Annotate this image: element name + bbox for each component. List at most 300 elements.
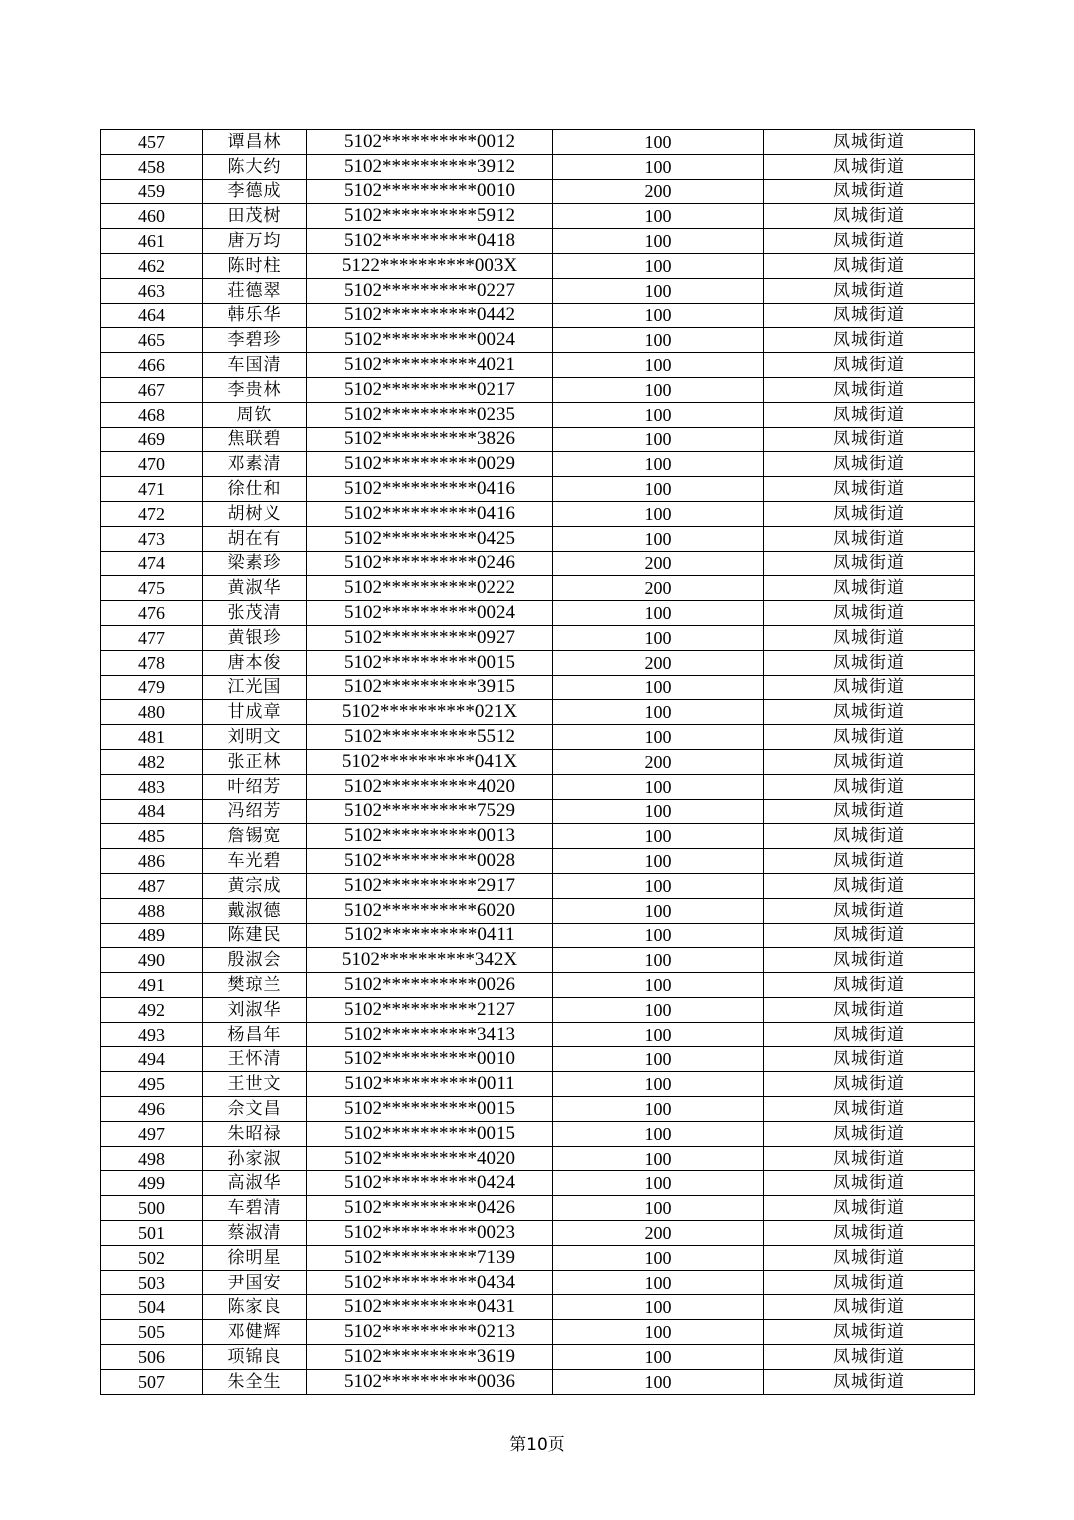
street-cell: 凤城街道 <box>764 948 975 973</box>
amount-cell: 100 <box>553 725 764 750</box>
name-cell: 杨昌年 <box>203 1022 307 1047</box>
id-number-cell: 5102**********3912 <box>307 154 553 179</box>
street-cell: 凤城街道 <box>764 898 975 923</box>
name-cell: 唐本俊 <box>203 650 307 675</box>
table-row <box>101 625 975 650</box>
row-number-cell: 477 <box>101 625 203 650</box>
name-cell: 张茂清 <box>203 601 307 626</box>
name-cell: 刘淑华 <box>203 997 307 1022</box>
street-cell: 凤城街道 <box>764 229 975 254</box>
row-number-cell: 485 <box>101 824 203 849</box>
amount-cell: 100 <box>553 973 764 998</box>
street-cell: 凤城街道 <box>764 130 975 155</box>
id-number-cell: 5102**********5512 <box>307 725 553 750</box>
table-row <box>101 725 975 750</box>
name-cell: 叶绍芳 <box>203 774 307 799</box>
row-number-cell: 459 <box>101 179 203 204</box>
name-cell: 张正林 <box>203 749 307 774</box>
street-cell: 凤城街道 <box>764 328 975 353</box>
id-number-cell: 5102**********0010 <box>307 1047 553 1072</box>
row-number-cell: 492 <box>101 997 203 1022</box>
amount-cell: 100 <box>553 601 764 626</box>
name-cell: 徐明星 <box>203 1245 307 1270</box>
id-number-cell: 5102**********7529 <box>307 799 553 824</box>
name-cell: 梁素珍 <box>203 551 307 576</box>
id-number-cell: 5102**********0015 <box>307 650 553 675</box>
amount-cell: 100 <box>553 427 764 452</box>
amount-cell: 100 <box>553 353 764 378</box>
table-row <box>101 1146 975 1171</box>
name-cell: 项锦良 <box>203 1345 307 1370</box>
street-cell: 凤城街道 <box>764 725 975 750</box>
id-number-cell: 5102**********0024 <box>307 601 553 626</box>
row-number-cell: 466 <box>101 353 203 378</box>
id-number-cell: 5102**********0227 <box>307 278 553 303</box>
row-number-cell: 483 <box>101 774 203 799</box>
table-row <box>101 278 975 303</box>
id-number-cell: 5102**********0235 <box>307 402 553 427</box>
table-row <box>101 303 975 328</box>
amount-cell: 100 <box>553 675 764 700</box>
table-row <box>101 1221 975 1246</box>
row-number-cell: 473 <box>101 526 203 551</box>
table-row <box>101 898 975 923</box>
street-cell: 凤城街道 <box>764 1320 975 1345</box>
table-row <box>101 427 975 452</box>
name-cell: 胡在有 <box>203 526 307 551</box>
row-number-cell: 498 <box>101 1146 203 1171</box>
street-cell: 凤城街道 <box>764 1196 975 1221</box>
id-number-cell: 5102**********0246 <box>307 551 553 576</box>
id-number-cell: 5102**********2917 <box>307 873 553 898</box>
amount-cell: 100 <box>553 1295 764 1320</box>
row-number-cell: 503 <box>101 1270 203 1295</box>
row-number-cell: 500 <box>101 1196 203 1221</box>
name-cell: 韩乐华 <box>203 303 307 328</box>
street-cell: 凤城街道 <box>764 799 975 824</box>
table-row <box>101 873 975 898</box>
amount-cell: 100 <box>553 1146 764 1171</box>
name-cell: 陈家良 <box>203 1295 307 1320</box>
name-cell: 冯绍芳 <box>203 799 307 824</box>
table-row <box>101 576 975 601</box>
table-row <box>101 477 975 502</box>
id-number-cell: 5102**********0028 <box>307 849 553 874</box>
amount-cell: 100 <box>553 948 764 973</box>
row-number-cell: 465 <box>101 328 203 353</box>
name-cell: 车光碧 <box>203 849 307 874</box>
amount-cell: 100 <box>553 849 764 874</box>
row-number-cell: 502 <box>101 1245 203 1270</box>
amount-cell: 100 <box>553 625 764 650</box>
amount-cell: 100 <box>553 253 764 278</box>
id-number-cell: 5102**********0431 <box>307 1295 553 1320</box>
amount-cell: 100 <box>553 130 764 155</box>
amount-cell: 200 <box>553 650 764 675</box>
row-number-cell: 488 <box>101 898 203 923</box>
name-cell: 孙家淑 <box>203 1146 307 1171</box>
name-cell: 车碧清 <box>203 1196 307 1221</box>
row-number-cell: 495 <box>101 1072 203 1097</box>
amount-cell: 100 <box>553 229 764 254</box>
street-cell: 凤城街道 <box>764 1022 975 1047</box>
amount-cell: 100 <box>553 1022 764 1047</box>
row-number-cell: 480 <box>101 700 203 725</box>
street-cell: 凤城街道 <box>764 179 975 204</box>
table-row <box>101 650 975 675</box>
street-cell: 凤城街道 <box>764 923 975 948</box>
id-number-cell: 5102**********0012 <box>307 130 553 155</box>
amount-cell: 100 <box>553 799 764 824</box>
id-number-cell: 5102**********3915 <box>307 675 553 700</box>
table-row <box>101 204 975 229</box>
street-cell: 凤城街道 <box>764 1146 975 1171</box>
row-number-cell: 497 <box>101 1121 203 1146</box>
street-cell: 凤城街道 <box>764 526 975 551</box>
table-row <box>101 948 975 973</box>
table-row <box>101 130 975 155</box>
id-number-cell: 5102**********0029 <box>307 452 553 477</box>
id-number-cell: 5102**********3413 <box>307 1022 553 1047</box>
row-number-cell: 479 <box>101 675 203 700</box>
table-row <box>101 1121 975 1146</box>
street-cell: 凤城街道 <box>764 625 975 650</box>
table-row <box>101 1295 975 1320</box>
row-number-cell: 484 <box>101 799 203 824</box>
table-row <box>101 1022 975 1047</box>
name-cell: 江光国 <box>203 675 307 700</box>
amount-cell: 100 <box>553 997 764 1022</box>
name-cell: 樊琼兰 <box>203 973 307 998</box>
street-cell: 凤城街道 <box>764 1369 975 1394</box>
id-number-cell: 5102**********0024 <box>307 328 553 353</box>
name-cell: 尹国安 <box>203 1270 307 1295</box>
id-number-cell: 5102**********021X <box>307 700 553 725</box>
row-number-cell: 491 <box>101 973 203 998</box>
table-row <box>101 749 975 774</box>
id-number-cell: 5102**********0425 <box>307 526 553 551</box>
row-number-cell: 458 <box>101 154 203 179</box>
street-cell: 凤城街道 <box>764 204 975 229</box>
street-cell: 凤城街道 <box>764 402 975 427</box>
street-cell: 凤城街道 <box>764 774 975 799</box>
name-cell: 谭昌林 <box>203 130 307 155</box>
id-number-cell: 5122**********003X <box>307 253 553 278</box>
id-number-cell: 5102**********4020 <box>307 1146 553 1171</box>
name-cell: 王世文 <box>203 1072 307 1097</box>
street-cell: 凤城街道 <box>764 1245 975 1270</box>
street-cell: 凤城街道 <box>764 278 975 303</box>
name-cell: 田茂树 <box>203 204 307 229</box>
name-cell: 王怀清 <box>203 1047 307 1072</box>
street-cell: 凤城街道 <box>764 997 975 1022</box>
street-cell: 凤城街道 <box>764 377 975 402</box>
name-cell: 荘德翠 <box>203 278 307 303</box>
row-number-cell: 463 <box>101 278 203 303</box>
name-cell: 邓健辉 <box>203 1320 307 1345</box>
street-cell: 凤城街道 <box>764 501 975 526</box>
street-cell: 凤城街道 <box>764 452 975 477</box>
table-row <box>101 824 975 849</box>
row-number-cell: 487 <box>101 873 203 898</box>
row-number-cell: 505 <box>101 1320 203 1345</box>
row-number-cell: 493 <box>101 1022 203 1047</box>
table-row <box>101 1196 975 1221</box>
amount-cell: 100 <box>553 1072 764 1097</box>
amount-cell: 100 <box>553 898 764 923</box>
street-cell: 凤城街道 <box>764 1171 975 1196</box>
name-cell: 陈建民 <box>203 923 307 948</box>
amount-cell: 100 <box>553 1047 764 1072</box>
id-number-cell: 5102**********0026 <box>307 973 553 998</box>
name-cell: 殷淑会 <box>203 948 307 973</box>
amount-cell: 100 <box>553 1369 764 1394</box>
amount-cell: 100 <box>553 1121 764 1146</box>
table-row <box>101 501 975 526</box>
street-cell: 凤城街道 <box>764 1221 975 1246</box>
id-number-cell: 5102**********3826 <box>307 427 553 452</box>
table-row <box>101 675 975 700</box>
table-row <box>101 551 975 576</box>
table-row <box>101 1097 975 1122</box>
street-cell: 凤城街道 <box>764 303 975 328</box>
row-number-cell: 478 <box>101 650 203 675</box>
amount-cell: 200 <box>553 179 764 204</box>
amount-cell: 100 <box>553 1097 764 1122</box>
row-number-cell: 457 <box>101 130 203 155</box>
id-number-cell: 5102**********0013 <box>307 824 553 849</box>
row-number-cell: 486 <box>101 849 203 874</box>
table-row <box>101 923 975 948</box>
id-number-cell: 5102**********0213 <box>307 1320 553 1345</box>
record-table-body <box>101 130 975 1395</box>
id-number-cell: 5102**********0217 <box>307 377 553 402</box>
id-number-cell: 5102**********0434 <box>307 1270 553 1295</box>
table-row <box>101 229 975 254</box>
row-number-cell: 462 <box>101 253 203 278</box>
id-number-cell: 5102**********041X <box>307 749 553 774</box>
street-cell: 凤城街道 <box>764 477 975 502</box>
id-number-cell: 5102**********0416 <box>307 501 553 526</box>
name-cell: 唐万均 <box>203 229 307 254</box>
street-cell: 凤城街道 <box>764 675 975 700</box>
id-number-cell: 5102**********7139 <box>307 1245 553 1270</box>
name-cell: 戴淑德 <box>203 898 307 923</box>
street-cell: 凤城街道 <box>764 849 975 874</box>
amount-cell: 100 <box>553 328 764 353</box>
id-number-cell: 5102**********0222 <box>307 576 553 601</box>
street-cell: 凤城街道 <box>764 1047 975 1072</box>
name-cell: 焦联碧 <box>203 427 307 452</box>
id-number-cell: 5102**********6020 <box>307 898 553 923</box>
id-number-cell: 5102**********0927 <box>307 625 553 650</box>
table-row <box>101 154 975 179</box>
table-row <box>101 1270 975 1295</box>
table-row <box>101 353 975 378</box>
id-number-cell: 5102**********0036 <box>307 1369 553 1394</box>
row-number-cell: 482 <box>101 749 203 774</box>
amount-cell: 100 <box>553 1196 764 1221</box>
name-cell: 詹锡宽 <box>203 824 307 849</box>
id-number-cell: 5102**********342X <box>307 948 553 973</box>
row-number-cell: 494 <box>101 1047 203 1072</box>
amount-cell: 100 <box>553 1320 764 1345</box>
record-table <box>100 129 975 1395</box>
street-cell: 凤城街道 <box>764 601 975 626</box>
table-row <box>101 1171 975 1196</box>
row-number-cell: 506 <box>101 1345 203 1370</box>
amount-cell: 100 <box>553 1345 764 1370</box>
street-cell: 凤城街道 <box>764 749 975 774</box>
street-cell: 凤城街道 <box>764 1270 975 1295</box>
row-number-cell: 476 <box>101 601 203 626</box>
name-cell: 黄宗成 <box>203 873 307 898</box>
street-cell: 凤城街道 <box>764 700 975 725</box>
amount-cell: 200 <box>553 1221 764 1246</box>
table-row <box>101 1072 975 1097</box>
id-number-cell: 5102**********5912 <box>307 204 553 229</box>
id-number-cell: 5102**********4021 <box>307 353 553 378</box>
amount-cell: 100 <box>553 1171 764 1196</box>
name-cell: 周钦 <box>203 402 307 427</box>
street-cell: 凤城街道 <box>764 824 975 849</box>
table-row <box>101 849 975 874</box>
name-cell: 陈大约 <box>203 154 307 179</box>
street-cell: 凤城街道 <box>764 973 975 998</box>
table-row <box>101 402 975 427</box>
street-cell: 凤城街道 <box>764 1295 975 1320</box>
amount-cell: 200 <box>553 576 764 601</box>
name-cell: 刘明文 <box>203 725 307 750</box>
table-row <box>101 799 975 824</box>
row-number-cell: 489 <box>101 923 203 948</box>
name-cell: 李贵林 <box>203 377 307 402</box>
street-cell: 凤城街道 <box>764 427 975 452</box>
row-number-cell: 504 <box>101 1295 203 1320</box>
name-cell: 陈时柱 <box>203 253 307 278</box>
table-row <box>101 253 975 278</box>
street-cell: 凤城街道 <box>764 576 975 601</box>
street-cell: 凤城街道 <box>764 353 975 378</box>
id-number-cell: 5102**********0023 <box>307 1221 553 1246</box>
amount-cell: 100 <box>553 402 764 427</box>
table-row <box>101 700 975 725</box>
id-number-cell: 5102**********0015 <box>307 1121 553 1146</box>
name-cell: 黄银珍 <box>203 625 307 650</box>
id-number-cell: 5102**********0015 <box>307 1097 553 1122</box>
amount-cell: 100 <box>553 526 764 551</box>
id-number-cell: 5102**********0010 <box>307 179 553 204</box>
table-row <box>101 328 975 353</box>
amount-cell: 100 <box>553 1245 764 1270</box>
amount-cell: 100 <box>553 154 764 179</box>
amount-cell: 100 <box>553 774 764 799</box>
amount-cell: 100 <box>553 1270 764 1295</box>
row-number-cell: 460 <box>101 204 203 229</box>
table-row <box>101 377 975 402</box>
name-cell: 车国清 <box>203 353 307 378</box>
row-number-cell: 490 <box>101 948 203 973</box>
name-cell: 胡树义 <box>203 501 307 526</box>
table-row <box>101 774 975 799</box>
street-cell: 凤城街道 <box>764 873 975 898</box>
amount-cell: 100 <box>553 923 764 948</box>
id-number-cell: 5102**********0442 <box>307 303 553 328</box>
table-row <box>101 1047 975 1072</box>
row-number-cell: 501 <box>101 1221 203 1246</box>
amount-cell: 100 <box>553 824 764 849</box>
row-number-cell: 474 <box>101 551 203 576</box>
id-number-cell: 5102**********0411 <box>307 923 553 948</box>
table-row <box>101 601 975 626</box>
table-row <box>101 526 975 551</box>
table-row <box>101 452 975 477</box>
id-number-cell: 5102**********2127 <box>307 997 553 1022</box>
id-number-cell: 5102**********0418 <box>307 229 553 254</box>
name-cell: 李德成 <box>203 179 307 204</box>
row-number-cell: 499 <box>101 1171 203 1196</box>
row-number-cell: 467 <box>101 377 203 402</box>
name-cell: 邓素清 <box>203 452 307 477</box>
street-cell: 凤城街道 <box>764 154 975 179</box>
amount-cell: 100 <box>553 501 764 526</box>
row-number-cell: 496 <box>101 1097 203 1122</box>
page-number: 第10页 <box>509 1435 565 1455</box>
table-row <box>101 973 975 998</box>
row-number-cell: 461 <box>101 229 203 254</box>
name-cell: 甘成章 <box>203 700 307 725</box>
row-number-cell: 464 <box>101 303 203 328</box>
name-cell: 徐仕和 <box>203 477 307 502</box>
amount-cell: 100 <box>553 477 764 502</box>
id-number-cell: 5102**********4020 <box>307 774 553 799</box>
table-row <box>101 1345 975 1370</box>
name-cell: 朱全生 <box>203 1369 307 1394</box>
row-number-cell: 481 <box>101 725 203 750</box>
id-number-cell: 5102**********3619 <box>307 1345 553 1370</box>
amount-cell: 100 <box>553 204 764 229</box>
street-cell: 凤城街道 <box>764 1072 975 1097</box>
row-number-cell: 472 <box>101 501 203 526</box>
amount-cell: 100 <box>553 700 764 725</box>
street-cell: 凤城街道 <box>764 1345 975 1370</box>
row-number-cell: 475 <box>101 576 203 601</box>
id-number-cell: 5102**********0416 <box>307 477 553 502</box>
id-number-cell: 5102**********0011 <box>307 1072 553 1097</box>
row-number-cell: 507 <box>101 1369 203 1394</box>
row-number-cell: 470 <box>101 452 203 477</box>
name-cell: 蔡淑清 <box>203 1221 307 1246</box>
table-row <box>101 997 975 1022</box>
amount-cell: 100 <box>553 278 764 303</box>
street-cell: 凤城街道 <box>764 551 975 576</box>
name-cell: 李碧珍 <box>203 328 307 353</box>
amount-cell: 100 <box>553 452 764 477</box>
amount-cell: 200 <box>553 551 764 576</box>
amount-cell: 100 <box>553 873 764 898</box>
row-number-cell: 468 <box>101 402 203 427</box>
street-cell: 凤城街道 <box>764 1097 975 1122</box>
name-cell: 朱昭禄 <box>203 1121 307 1146</box>
row-number-cell: 471 <box>101 477 203 502</box>
id-number-cell: 5102**********0426 <box>307 1196 553 1221</box>
table-row <box>101 1320 975 1345</box>
table-row <box>101 1369 975 1394</box>
row-number-cell: 469 <box>101 427 203 452</box>
street-cell: 凤城街道 <box>764 650 975 675</box>
table-row <box>101 179 975 204</box>
street-cell: 凤城街道 <box>764 253 975 278</box>
